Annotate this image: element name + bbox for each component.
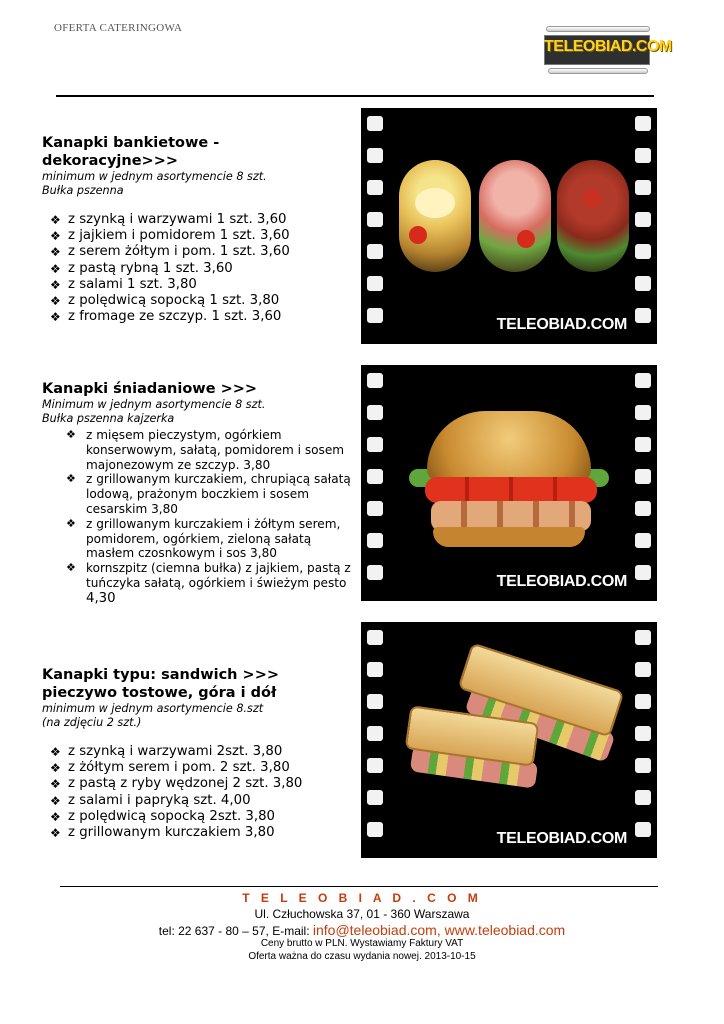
- film-hole: [635, 565, 651, 580]
- film-hole: [635, 630, 651, 645]
- bullet-icon: ❖: [50, 261, 61, 276]
- section-title: [42, 134, 352, 170]
- header-small-title: OFERTA CATERINGOWA: [54, 22, 183, 34]
- bun-top: [427, 411, 591, 481]
- list-item: [42, 212, 352, 228]
- film-hole: [367, 565, 383, 580]
- film-hole: [635, 437, 651, 452]
- film-hole: [635, 180, 651, 195]
- film-hole: [367, 726, 383, 741]
- film-hole: [635, 758, 651, 773]
- item-text: kornszpitz (ciemna bułka) z jajkiem, pastą z tuńczyka sałatą, ogórkiem i świeżym pesto: [86, 561, 351, 590]
- tomato-slice: [409, 226, 427, 244]
- film-hole: [635, 308, 651, 323]
- knife-icon: [548, 68, 648, 74]
- tomato-layer: [425, 477, 597, 503]
- bullet-icon: ❖: [50, 310, 61, 325]
- section-title: [42, 666, 352, 702]
- film-hole: [367, 148, 383, 163]
- film-hole: [635, 148, 651, 163]
- film-hole: [367, 212, 383, 227]
- film-hole: [635, 726, 651, 741]
- item-text: z serem żółtym i pom. 1 szt. 3,60: [68, 244, 290, 260]
- section-title: Kanapki śniadaniowe >>>: [42, 381, 258, 397]
- footer-divider: [60, 886, 658, 887]
- film-perforation: [635, 108, 651, 344]
- section-note: (na zdjęciu 2 szt.): [42, 716, 142, 729]
- item-text: z salami 1 szt. 3,80: [68, 276, 197, 292]
- film-hole: [367, 822, 383, 837]
- list-item: [42, 472, 352, 516]
- film-watermark: TELEOBIAD.COM: [496, 573, 627, 590]
- list-item: [42, 244, 352, 260]
- item-text: z grillowanym kurczakiem i żółtym serem, pomidorem, ogórkiem, zieloną sałatą masłem czosnkowym i sos 3,80: [86, 516, 341, 561]
- tomato-slice: [583, 190, 601, 208]
- bullet-icon: ❖: [66, 516, 76, 530]
- section-note: minimum w jednym asortymencie 8.szt: [42, 702, 264, 715]
- bullet-icon: ❖: [50, 229, 61, 244]
- item-text: z szynką i warzywami 2szt. 3,80: [68, 744, 283, 759]
- bullet-icon: ❖: [50, 745, 61, 759]
- section-title-line: dekoracyjne>>>: [42, 153, 178, 169]
- film-hole: [367, 405, 383, 420]
- section-title-line: pieczywo tostowe, góra i dół: [42, 685, 277, 701]
- item-text: z salami i papryką szt. 4,00: [68, 792, 251, 808]
- egg-slice: [415, 188, 455, 218]
- section-breakfast-sandwiches: [42, 380, 352, 607]
- film-hole: [635, 276, 651, 291]
- film-perforation: [367, 365, 383, 601]
- film-perforation: [367, 622, 383, 858]
- film-hole: [367, 244, 383, 259]
- contact-links[interactable]: info@teleobiad.com, www.teleobiad.com: [312, 922, 566, 938]
- film-hole: [635, 662, 651, 677]
- menu-list: [42, 428, 352, 607]
- film-hole: [367, 630, 383, 645]
- list-item: [42, 261, 352, 277]
- film-hole: [367, 469, 383, 484]
- film-hole: [635, 790, 651, 805]
- list-item: [42, 293, 352, 309]
- film-hole: [367, 116, 383, 131]
- canape-image: [399, 160, 471, 272]
- list-item: [42, 760, 352, 776]
- list-item: [42, 428, 352, 472]
- film-hole: [367, 694, 383, 709]
- film-hole: [367, 758, 383, 773]
- tomato-slice: [517, 230, 535, 248]
- film-perforation: [635, 365, 651, 601]
- item-text: z żółtym serem i pom. 2 szt. 3,80: [68, 760, 290, 776]
- bullet-icon: ❖: [66, 561, 76, 575]
- film-perforation: [635, 622, 651, 858]
- list-item: [42, 228, 352, 244]
- section-title-line: Kanapki typu: sandwich >>>: [42, 667, 279, 683]
- bullet-icon: ❖: [50, 761, 61, 776]
- footer-address: Ul. Człuchowska 37, 01 - 360 Warszawa: [254, 907, 470, 921]
- film-watermark: TELEOBIAD.COM: [496, 830, 627, 847]
- film-hole: [367, 276, 383, 291]
- photo-kaiser-sandwich: [361, 365, 657, 601]
- list-item: [42, 561, 352, 606]
- menu-list: [42, 212, 352, 325]
- film-hole: [635, 501, 651, 516]
- item-price: 4,30: [86, 590, 116, 606]
- section-banquet-sandwiches: [42, 134, 352, 325]
- film-hole: [367, 308, 383, 323]
- list-item: [42, 825, 352, 841]
- list-item: [42, 744, 352, 760]
- bullet-icon: ❖: [50, 294, 61, 309]
- film-hole: [635, 116, 651, 131]
- canape-image: [557, 160, 629, 272]
- menu-list: [42, 744, 352, 841]
- footer-note: Ceny brutto w PLN. Wystawiamy Faktury VAT: [260, 938, 464, 949]
- bullet-icon: ❖: [66, 428, 76, 441]
- section-note: Bułka pszenna: [42, 184, 124, 197]
- footer-note: Oferta ważna do czasu wydania nowej. 2013-10-15: [248, 951, 476, 962]
- item-text: z fromage ze szczyp. 1 szt. 3,60: [68, 309, 282, 325]
- photo-toast-sandwich: [361, 622, 657, 858]
- section-note: minimum w jednym asortymencie 8 szt.: [42, 170, 267, 183]
- bullet-icon: ❖: [50, 826, 61, 841]
- list-item: [42, 517, 352, 561]
- list-item: [42, 809, 352, 825]
- item-text: z mięsem pieczystym, ogórkiem konserwowym, sałatą, pomidorem i sosem majonezowym ze szczyp. 3,80: [86, 428, 345, 472]
- item-text: z pastą z ryby wędzonej 2 szt. 3,80: [68, 776, 303, 792]
- item-text: z szynką i warzywami 1 szt. 3,60: [68, 212, 287, 227]
- film-hole: [635, 694, 651, 709]
- list-item: [42, 776, 352, 792]
- section-note: Bułka pszenna kajzerka: [42, 412, 175, 425]
- bullet-icon: ❖: [50, 793, 61, 808]
- photo-banquet-canapes: [361, 108, 657, 344]
- contact-phone: tel: 22 637 - 80 – 57, E-mail:: [158, 924, 313, 938]
- film-hole: [635, 212, 651, 227]
- list-item: [42, 309, 352, 325]
- section-toast-sandwiches: [42, 666, 352, 841]
- item-text: z polędwicą sopocką 2szt. 3,80: [68, 808, 276, 824]
- film-hole: [635, 469, 651, 484]
- bullet-icon: ❖: [50, 777, 61, 792]
- fork-icon: [546, 26, 650, 32]
- item-text: z grillowanym kurczakiem 3,80: [68, 825, 275, 841]
- film-hole: [367, 790, 383, 805]
- item-text: z grillowanym kurczakiem, chrupiącą sałatą lodową, prażonym boczkiem i sosem cesarskim 3,80: [86, 472, 351, 516]
- section-note: Minimum w jednym asortymencie 8 szt.: [42, 398, 266, 411]
- canape-image: [479, 160, 551, 272]
- film-hole: [367, 373, 383, 388]
- film-hole: [635, 533, 651, 548]
- bullet-icon: ❖: [50, 277, 61, 292]
- header-divider: [56, 95, 654, 97]
- item-text: z jajkiem i pomidorem 1 szt. 3,60: [68, 228, 290, 244]
- film-perforation: [367, 108, 383, 344]
- film-hole: [635, 244, 651, 259]
- film-watermark: TELEOBIAD.COM: [496, 316, 627, 333]
- footer-contact: [0, 922, 724, 938]
- item-text: z pastą rybną 1 szt. 3,60: [68, 260, 233, 276]
- film-hole: [635, 822, 651, 837]
- bullet-icon: ❖: [50, 809, 61, 824]
- film-hole: [635, 405, 651, 420]
- logo-text: TELEOBIAD.COM: [544, 38, 672, 55]
- section-title-line: Kanapki bankietowe -: [42, 135, 220, 151]
- film-hole: [367, 662, 383, 677]
- bullet-icon: ❖: [50, 245, 61, 260]
- list-item: [42, 277, 352, 293]
- film-hole: [367, 533, 383, 548]
- film-hole: [635, 373, 651, 388]
- film-hole: [367, 437, 383, 452]
- item-text: z polędwicą sopocką 1 szt. 3,80: [68, 293, 280, 309]
- film-hole: [367, 180, 383, 195]
- bullet-icon: ❖: [66, 472, 76, 486]
- list-item: [42, 793, 352, 809]
- bullet-icon: ❖: [50, 213, 61, 227]
- teleobiad-logo[interactable]: [540, 24, 672, 78]
- footer-brand: T E L E O B I A D . C O M: [242, 891, 482, 905]
- bun-bottom: [433, 527, 585, 547]
- film-hole: [367, 501, 383, 516]
